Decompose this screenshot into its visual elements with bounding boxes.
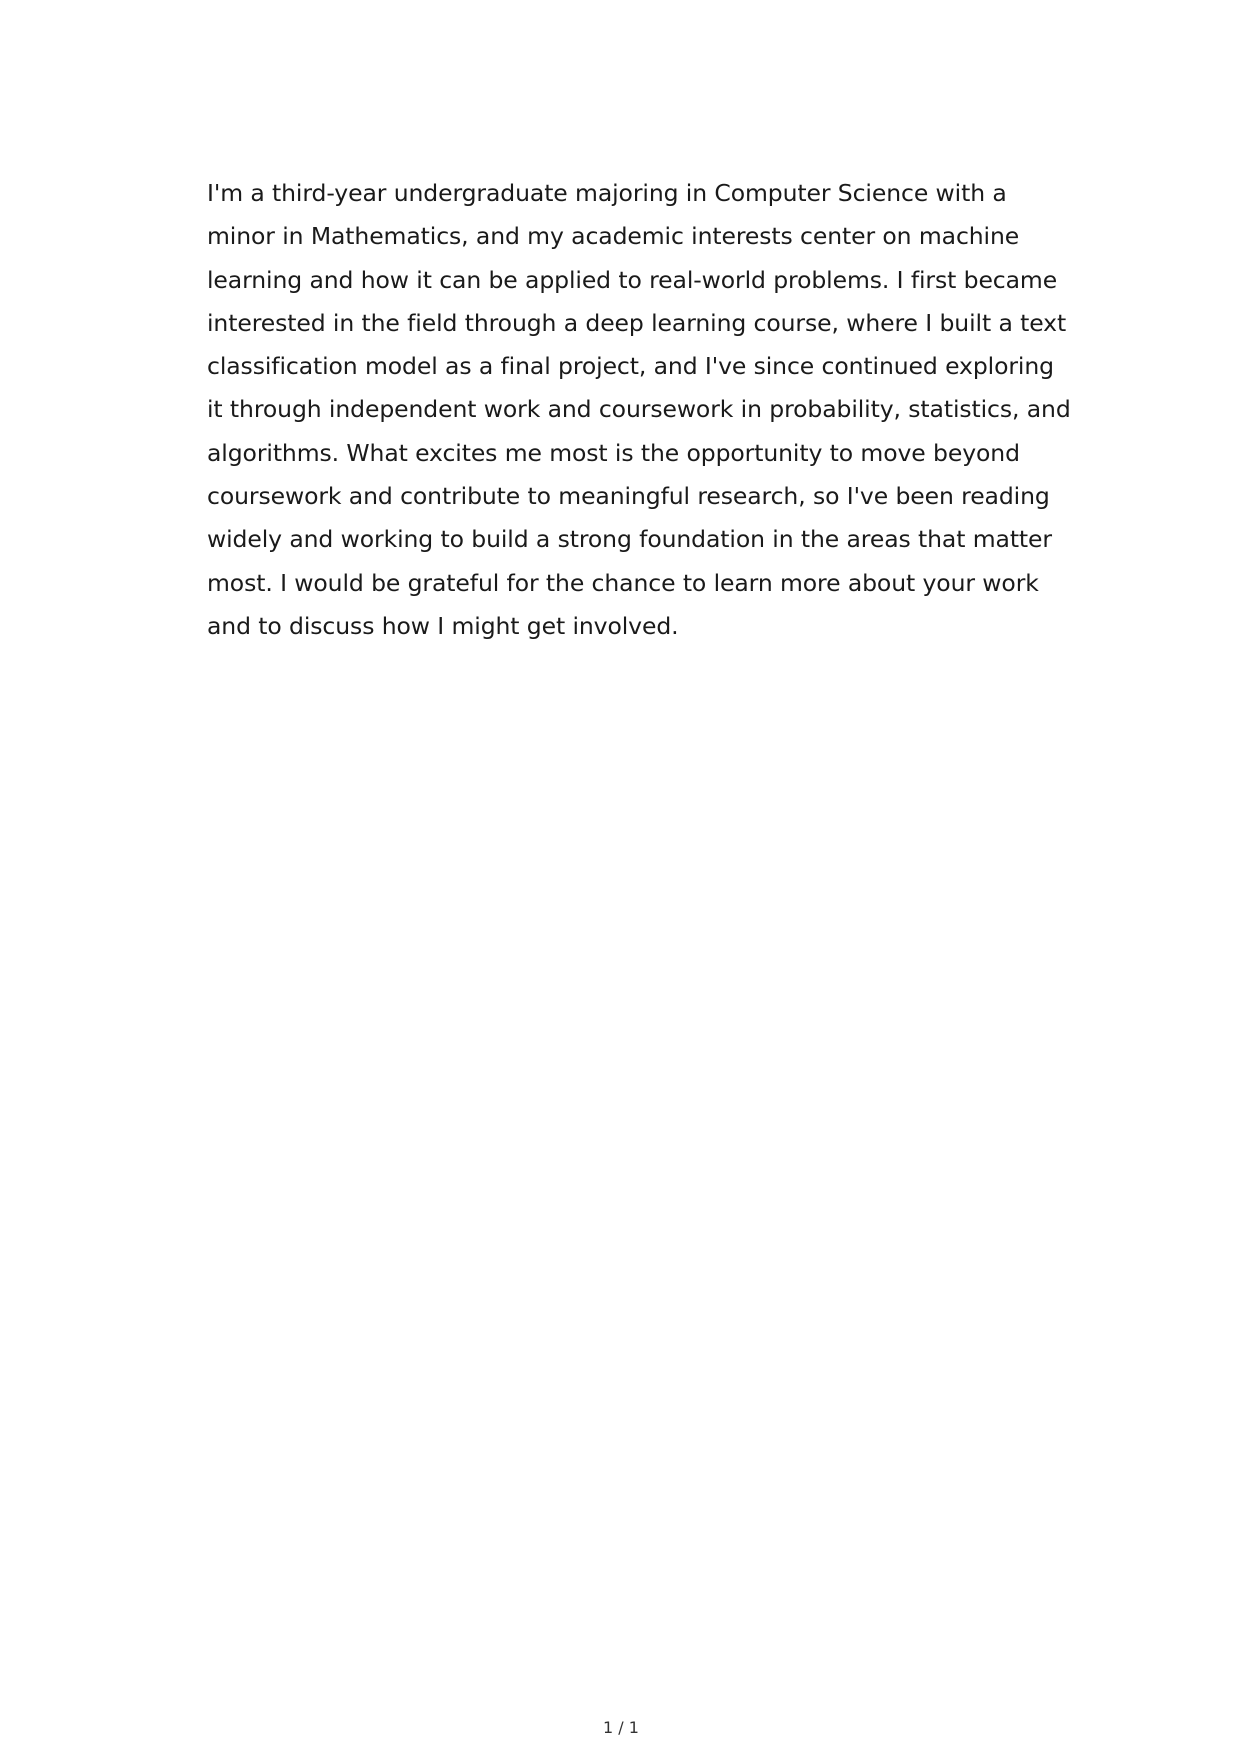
paragraph-line: most. I would be grateful for the chance to learn more about your work [207, 568, 1039, 597]
paragraph-line: classification model as a final project, and I've since continued exploring [207, 352, 1054, 381]
paragraph-line: interested in the field through a deep learning course, where I built a text [207, 308, 1067, 337]
page-number: 1 / 1 [603, 1718, 639, 1737]
paragraph-line: it through independent work and coursework in probability, statistics, and [207, 395, 1071, 424]
paragraph-line: algorithms. What excites me most is the opportunity to move beyond [207, 438, 1020, 467]
body-paragraph [207, 172, 1071, 648]
paragraph-line: coursework and contribute to meaningful research, so I've been reading [207, 482, 1050, 511]
paragraph-line: I'm a third-year undergraduate majoring in Computer Science with a [207, 179, 1007, 207]
paragraph-line: learning and how it can be applied to real-world problems. I first became [207, 265, 1058, 294]
paragraph-line: widely and working to build a strong foundation in the areas that matter [207, 525, 1052, 554]
paragraph-line: minor in Mathematics, and my academic interests center on machine [207, 222, 1020, 251]
paragraph-line: and to discuss how I might get involved. [207, 611, 679, 640]
